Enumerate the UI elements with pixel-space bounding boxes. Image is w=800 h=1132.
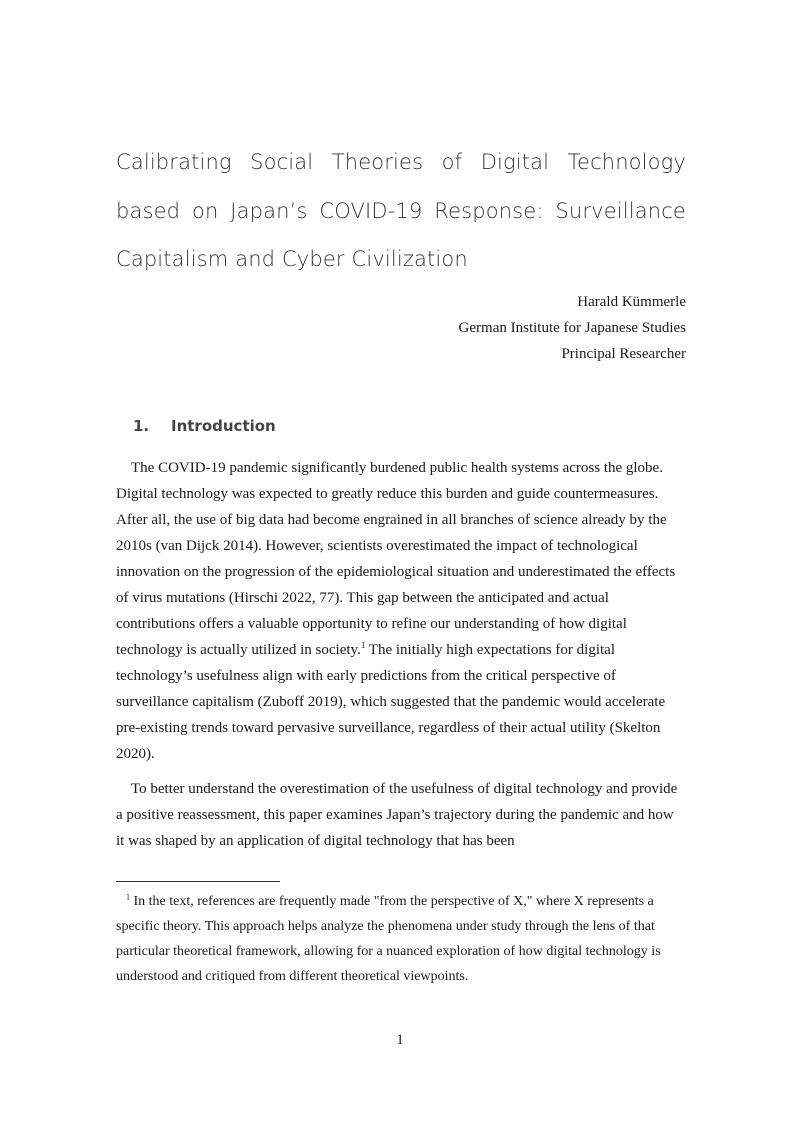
section-title: Introduction — [171, 417, 276, 435]
footnote — [116, 889, 684, 989]
author-block — [286, 289, 686, 367]
body-paragraph — [116, 455, 684, 767]
body-paragraph — [116, 776, 684, 854]
paragraph-text: The initially high expectations for digital technology’s usefulness align with early predictions from the critical perspective of surveillance capitalism (Zuboff 2019), which suggested that the pandemic would accelerate pre-existing trends toward pervasive surveillance, regardless of their actual utility (Skelton 2020). — [116, 642, 666, 762]
footnote-marker: 1 — [126, 892, 130, 902]
page-number: 1 — [396, 1032, 404, 1048]
paper-title: Calibrating Social Theories of Digital Technology based on Japan’s COVID-19 Response: Surveillance Capitalism and Cyber Civilization — [116, 150, 686, 271]
author-affiliation: German Institute for Japanese Studies — [458, 320, 686, 336]
author-position: Principal Researcher — [561, 346, 686, 362]
footnote-divider — [116, 881, 280, 882]
paragraph-text: To better understand the overestimation of the usefulness of digital technology and provide a positive reassessment, this paper examines Japan’s trajectory during the pandemic and how it was shaped by an application of digital technology that has been — [116, 781, 678, 849]
author-name: Harald Kümmerle — [577, 294, 686, 310]
section-number: 1. — [133, 417, 150, 435]
section-heading — [133, 417, 276, 435]
footnote-reference[interactable]: 1 — [360, 640, 366, 650]
paragraph-text: The COVID-19 pandemic significantly burdened public health systems across the globe. Digital technology was expected to greatly reduce this burden and guide countermeasures. After all, the use of big data had become engrained in all branches of science already by the 2010s (van Dijck 2014). However, scientists overestimated the impact of technological innovation on the progression of the epidemiological situation and underestimated the effects of virus mutations (Hirschi 2022, 77). This gap between the anticipated and actual contributions offers a valuable opportunity to refine our understanding of how digital technology is actually utilized in society. — [116, 460, 676, 658]
footnote-text: In the text, references are frequently made "from the perspective of X," where X represents a specific theory. This approach helps analyze the phenomena under study through the lens of that particular theoretical framework, allowing for a nuanced exploration of how digital technology is understood and critiqued from different theoretical viewpoints. — [116, 894, 661, 984]
